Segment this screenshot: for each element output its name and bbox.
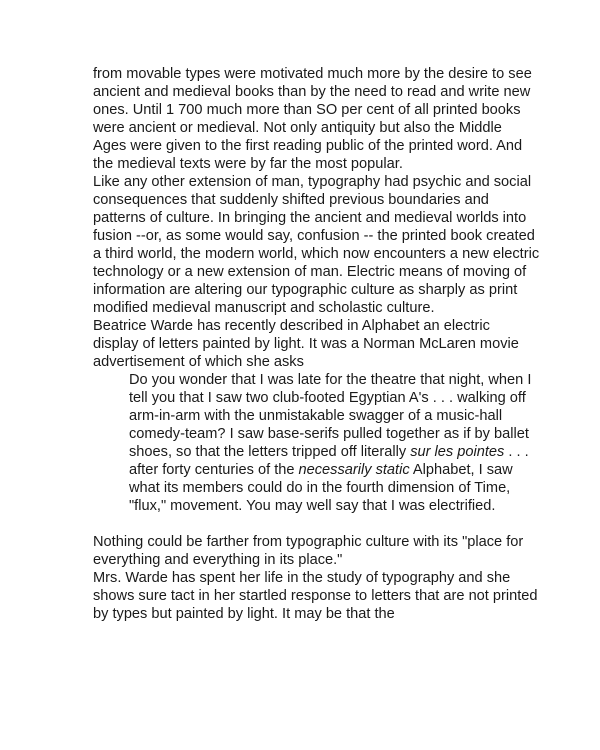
quote-text: Alphabet, I saw	[409, 462, 513, 478]
text-line: consequences that suddenly shifted previous boundaries and	[93, 192, 489, 208]
text-line: technology or a new extension of man. Electric means of moving of	[93, 264, 527, 280]
quote-line: Do you wonder that I was late for the theatre that night, when I	[129, 372, 532, 388]
text-line: shows sure tact in her startled response to letters that are not printed	[93, 588, 538, 604]
text-line: ones. Until 1 700 much more than SO per cent of all printed books	[93, 102, 521, 118]
spacer	[93, 515, 563, 533]
quote-line	[93, 461, 563, 479]
paragraph-2	[93, 173, 563, 317]
text-line: everything and everything in its place."	[93, 552, 343, 568]
quote-line: tell you that I saw two club-footed Egyptian A's . . . walking off	[129, 390, 526, 406]
text-line: patterns of culture. In bringing the ancient and medieval worlds into	[93, 210, 527, 226]
italic-phrase: necessarily static	[298, 462, 410, 478]
quote-text: . . .	[504, 444, 529, 460]
paragraph-4	[93, 533, 563, 569]
text-line: were ancient or medieval. Not only antiquity but also the Middle	[93, 120, 502, 136]
quote-line	[93, 443, 563, 461]
text-line: by types but painted by light. It may be that the	[93, 606, 395, 622]
document-page	[93, 65, 563, 623]
text-line: Mrs. Warde has spent her life in the study of typography and she	[93, 570, 511, 586]
text-line: information are altering our typographic culture as sharply as print	[93, 282, 518, 298]
italic-phrase: sur les pointes	[410, 444, 505, 460]
text-line: advertisement of which she asks	[93, 354, 304, 370]
quote-line: comedy-team? I saw base-serifs pulled together as if by ballet	[129, 426, 529, 442]
text-line: from movable types were motivated much more by the desire to see	[93, 66, 532, 82]
text-line: a third world, the modern world, which now encounters a new electric	[93, 246, 540, 262]
text-line: fusion --or, as some would say, confusion -- the printed book created	[93, 228, 535, 244]
paragraph-1	[93, 65, 563, 173]
paragraph-3	[93, 317, 563, 371]
quote-line: what its members could do in the fourth dimension of Time,	[129, 480, 511, 496]
quote-line: arm-in-arm with the unmistakable swagger of a music-hall	[129, 408, 503, 424]
block-quote	[93, 371, 563, 515]
quote-text: shoes, so that the letters tripped off literally	[129, 444, 411, 460]
paragraph-5	[93, 569, 563, 623]
quote-text: after forty centuries of the	[129, 462, 299, 478]
text-line: ancient and medieval books than by the need to read and write new	[93, 84, 531, 100]
text-line: display of letters painted by light. It was a Norman McLaren movie	[93, 336, 519, 352]
text-line: Beatrice Warde has recently described in Alphabet an electric	[93, 318, 490, 334]
text-line: Nothing could be farther from typographic culture with its "place for	[93, 534, 524, 550]
text-line: Ages were given to the first reading public of the printed word. And	[93, 138, 523, 154]
text-line: Like any other extension of man, typography had psychic and social	[93, 174, 532, 190]
text-line: the medieval texts were by far the most popular.	[93, 156, 403, 172]
text-line: modified medieval manuscript and scholastic culture.	[93, 300, 435, 316]
quote-line: "flux," movement. You may well say that I was electrified.	[129, 498, 496, 514]
